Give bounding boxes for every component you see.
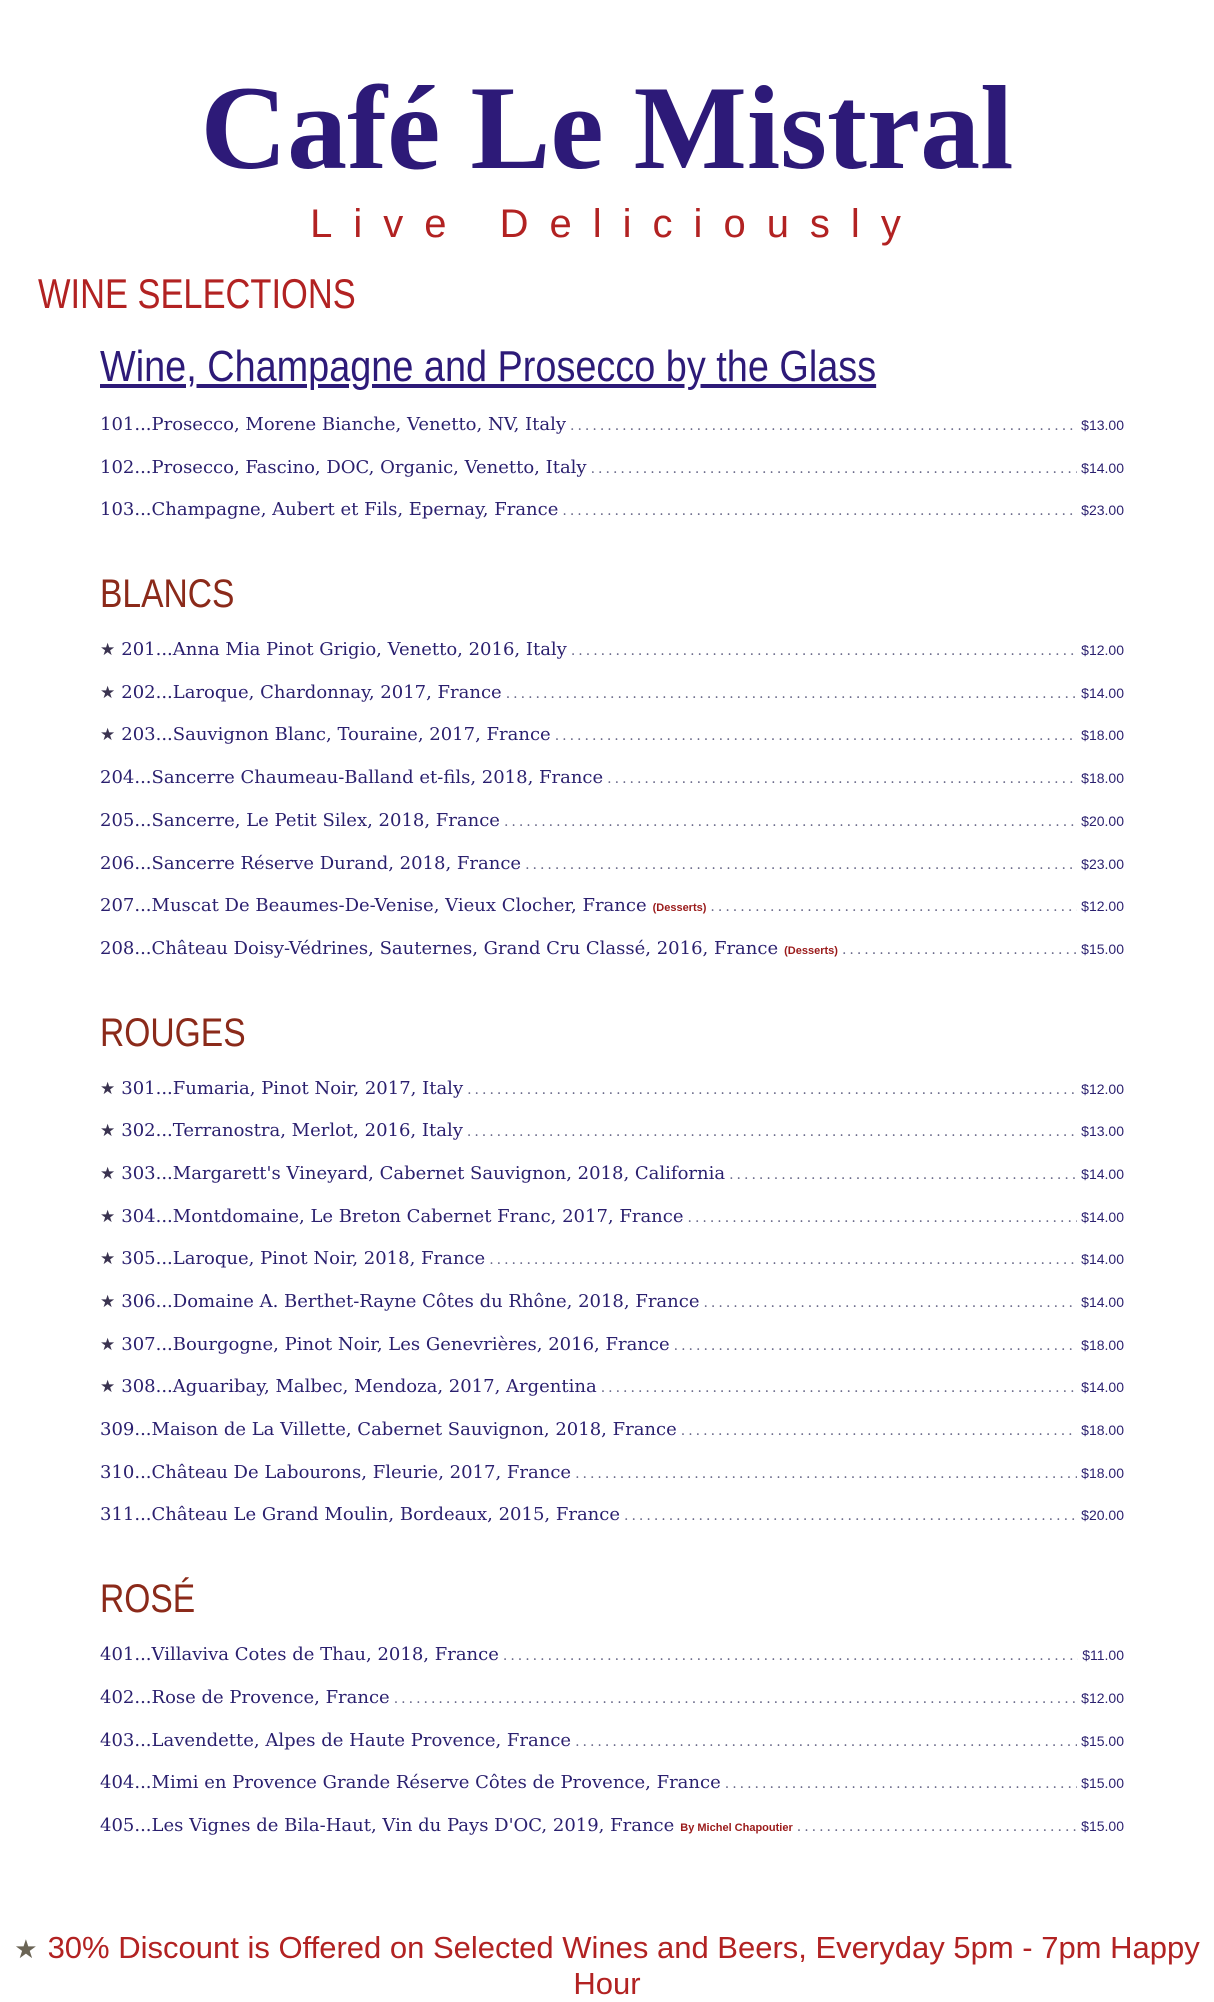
wine-row bbox=[100, 1687, 1124, 1730]
dot-leader bbox=[503, 1648, 1078, 1664]
happy-hour-note bbox=[0, 1930, 1214, 2002]
wine-row bbox=[100, 499, 1124, 542]
wine-row bbox=[100, 1644, 1124, 1687]
wine-price: $15.00 bbox=[1081, 940, 1124, 957]
wine-name: 101...Prosecco, Morene Bianche, Venetto, NV, Italy bbox=[100, 414, 567, 435]
dot-leader bbox=[797, 1819, 1077, 1835]
dot-leader bbox=[504, 814, 1077, 830]
wine-name: 103...Champagne, Aubert et Fils, Epernay, France bbox=[100, 499, 559, 521]
dot-leader bbox=[555, 728, 1077, 744]
wine-name: 306...Domaine A. Berthet-Rayne Côtes du Rhône, 2018, France bbox=[121, 1291, 700, 1312]
wine-name: 303...Margarett's Vineyard, Cabernet Sauvignon, 2018, California bbox=[121, 1162, 726, 1184]
wine-row bbox=[100, 895, 1124, 938]
wine-name: 405...Les Vignes de Bila-Haut, Vin du Pays D'OC, 2019, France bbox=[100, 1814, 675, 1836]
dot-leader bbox=[394, 1691, 1077, 1707]
wine-price: $15.00 bbox=[1081, 1775, 1124, 1792]
dot-leader bbox=[729, 1167, 1077, 1183]
wine-price: $14.00 bbox=[1081, 1208, 1124, 1225]
dot-leader bbox=[842, 942, 1077, 958]
dot-leader bbox=[571, 643, 1077, 659]
section-title: WINE SELECTIONS bbox=[38, 270, 356, 317]
blancs-heading: BLANCS bbox=[100, 572, 235, 617]
wine-price: $14.00 bbox=[1081, 1294, 1124, 1310]
rose-heading: ROSÉ bbox=[100, 1577, 196, 1622]
dot-leader bbox=[467, 1124, 1077, 1140]
wine-price: $11.00 bbox=[1082, 1647, 1124, 1664]
dot-leader bbox=[575, 1734, 1077, 1750]
dot-leader bbox=[607, 771, 1077, 787]
restaurant-title: Café Le Mistral bbox=[200, 61, 1014, 194]
glass-list bbox=[100, 414, 1124, 542]
dot-leader bbox=[674, 1338, 1078, 1354]
wine-row bbox=[100, 414, 1124, 457]
star-icon: ★ bbox=[100, 725, 116, 746]
wine-price: $14.00 bbox=[1081, 459, 1124, 476]
star-icon: ★ bbox=[14, 1934, 38, 1964]
wine-row bbox=[100, 1120, 1124, 1163]
dot-leader bbox=[467, 1082, 1077, 1098]
wine-price: $20.00 bbox=[1081, 812, 1124, 829]
happy-hour-text: 30% Discount is Offered on Selected Wines and Beers, Everyday 5pm - 7pm Happy Hour bbox=[47, 1930, 1200, 2001]
wine-price: $14.00 bbox=[1081, 1251, 1124, 1268]
wine-row bbox=[100, 1504, 1124, 1547]
wine-row bbox=[100, 1462, 1124, 1505]
star-icon: ★ bbox=[100, 640, 116, 661]
wine-price: $20.00 bbox=[1081, 1507, 1124, 1524]
wine-price: $12.00 bbox=[1081, 642, 1124, 659]
wine-row bbox=[100, 1206, 1124, 1249]
wine-price: $14.00 bbox=[1081, 684, 1124, 701]
wine-row bbox=[100, 810, 1124, 853]
star-icon: ★ bbox=[100, 1163, 116, 1184]
wine-name: 301...Fumaria, Pinot Noir, 2017, Italy bbox=[121, 1077, 464, 1099]
wine-row bbox=[100, 1772, 1124, 1815]
dot-leader bbox=[562, 503, 1077, 519]
dot-leader bbox=[525, 857, 1077, 873]
wine-note: (Desserts) bbox=[652, 902, 707, 915]
dot-leader bbox=[725, 1776, 1077, 1792]
wine-name: 308...Aguaribay, Malbec, Mendoza, 2017, Argentina bbox=[121, 1376, 597, 1398]
wine-row bbox=[100, 1334, 1124, 1377]
wine-price: $13.00 bbox=[1081, 1123, 1124, 1140]
dot-leader bbox=[489, 1252, 1077, 1268]
wine-row bbox=[100, 724, 1124, 767]
wine-name: 206...Sancerre Réserve Durand, 2018, France bbox=[100, 852, 522, 874]
wine-name: 404...Mimi en Provence Grande Réserve Côtes de Provence, France bbox=[100, 1772, 721, 1794]
wine-row bbox=[100, 767, 1124, 810]
dot-leader bbox=[688, 1210, 1078, 1226]
wine-price: $18.00 bbox=[1081, 1464, 1124, 1481]
wine-row bbox=[100, 1815, 1124, 1858]
wine-name: 203...Sauvignon Blanc, Touraine, 2017, France bbox=[121, 724, 551, 746]
dot-leader bbox=[591, 461, 1078, 477]
star-icon: ★ bbox=[100, 1249, 116, 1270]
wine-row bbox=[100, 1163, 1124, 1206]
wine-name: 310...Château De Labourons, Fleurie, 2017, France bbox=[100, 1461, 572, 1483]
wine-row bbox=[100, 938, 1124, 981]
wine-note: (Desserts) bbox=[784, 944, 838, 957]
wine-name: 403...Lavendette, Alpes de Haute Provence, France bbox=[100, 1729, 572, 1751]
wine-name: 202...Laroque, Chardonnay, 2017, France bbox=[121, 681, 502, 703]
wine-price: $13.00 bbox=[1081, 417, 1124, 433]
tagline: Live Deliciously bbox=[310, 202, 922, 246]
dot-leader bbox=[681, 1423, 1077, 1439]
wine-price: $14.00 bbox=[1081, 1165, 1124, 1182]
star-icon: ★ bbox=[100, 1078, 116, 1099]
wine-price: $14.00 bbox=[1081, 1379, 1124, 1396]
wine-name: 305...Laroque, Pinot Noir, 2018, France bbox=[121, 1248, 486, 1270]
dot-leader bbox=[710, 899, 1077, 915]
wine-row bbox=[100, 1078, 1124, 1121]
menu-header bbox=[0, 0, 1214, 247]
wine-name: 207...Muscat De Beaumes-De-Venise, Vieux Clocher, France bbox=[100, 895, 647, 917]
star-icon: ★ bbox=[100, 1334, 116, 1355]
wine-price: $18.00 bbox=[1081, 1336, 1124, 1353]
wine-name: 311...Château Le Grand Moulin, Bordeaux, 2015, France bbox=[100, 1504, 621, 1526]
wine-name: 205...Sancerre, Le Petit Silex, 2018, France bbox=[100, 809, 500, 831]
rouges-heading: ROUGES bbox=[100, 1010, 246, 1055]
wine-price: $23.00 bbox=[1081, 855, 1124, 872]
dot-leader bbox=[506, 686, 1077, 702]
star-icon: ★ bbox=[100, 1121, 116, 1142]
dot-leader bbox=[703, 1295, 1077, 1311]
wine-price: $18.00 bbox=[1081, 1422, 1124, 1439]
wine-name: 401...Villaviva Cotes de Thau, 2018, France bbox=[100, 1644, 499, 1666]
wine-name: 402...Rose de Provence, France bbox=[100, 1686, 390, 1708]
wine-name: 208...Château Doisy-Védrines, Sauternes, Grand Cru Classé, 2016, France bbox=[100, 937, 779, 959]
wine-price: $15.00 bbox=[1081, 1817, 1124, 1834]
wine-row bbox=[100, 1376, 1124, 1419]
star-icon: ★ bbox=[100, 1292, 116, 1312]
wine-row bbox=[100, 1248, 1124, 1291]
wine-row bbox=[100, 682, 1124, 725]
blancs-list bbox=[100, 639, 1124, 981]
dot-leader bbox=[570, 418, 1077, 434]
rose-list bbox=[100, 1644, 1124, 1857]
wine-price: $12.00 bbox=[1081, 1080, 1124, 1097]
wine-name: 304...Montdomaine, Le Breton Cabernet Franc, 2017, France bbox=[121, 1205, 684, 1227]
star-icon: ★ bbox=[100, 1206, 116, 1227]
rouges-list bbox=[100, 1078, 1124, 1548]
wine-row bbox=[100, 1419, 1124, 1462]
wine-name: 204...Sancerre Chaumeau-Balland et-fils, 2018, France bbox=[100, 767, 604, 789]
wine-price: $23.00 bbox=[1081, 502, 1124, 519]
star-icon: ★ bbox=[100, 1377, 116, 1398]
wine-row bbox=[100, 1291, 1124, 1334]
wine-price: $12.00 bbox=[1081, 1689, 1124, 1706]
wine-price: $15.00 bbox=[1081, 1732, 1124, 1749]
wine-row bbox=[100, 639, 1124, 682]
wine-name: 201...Anna Mia Pinot Grigio, Venetto, 2016, Italy bbox=[121, 639, 567, 661]
wine-name: 307...Bourgogne, Pinot Noir, Les Genevrières, 2016, France bbox=[121, 1333, 670, 1355]
wine-price: $12.00 bbox=[1081, 898, 1124, 915]
dot-leader bbox=[575, 1466, 1077, 1482]
wine-price: $18.00 bbox=[1081, 727, 1124, 744]
wine-row bbox=[100, 1730, 1124, 1773]
wine-list bbox=[100, 342, 1124, 1858]
dot-leader bbox=[624, 1508, 1077, 1524]
wine-row bbox=[100, 853, 1124, 896]
wine-price: $18.00 bbox=[1081, 770, 1124, 787]
wine-name: 309...Maison de La Villette, Cabernet Sauvignon, 2018, France bbox=[100, 1419, 677, 1441]
wine-note: By Michel Chapoutier bbox=[680, 1821, 793, 1834]
wine-name: 102...Prosecco, Fascino, DOC, Organic, Venetto, Italy bbox=[100, 456, 587, 478]
star-icon: ★ bbox=[100, 682, 116, 703]
wine-name: 302...Terranostra, Merlot, 2016, Italy bbox=[121, 1120, 463, 1142]
dot-leader bbox=[601, 1380, 1077, 1396]
wine-row bbox=[100, 457, 1124, 500]
glass-heading: Wine, Champagne and Prosecco by the Glass bbox=[100, 342, 877, 391]
